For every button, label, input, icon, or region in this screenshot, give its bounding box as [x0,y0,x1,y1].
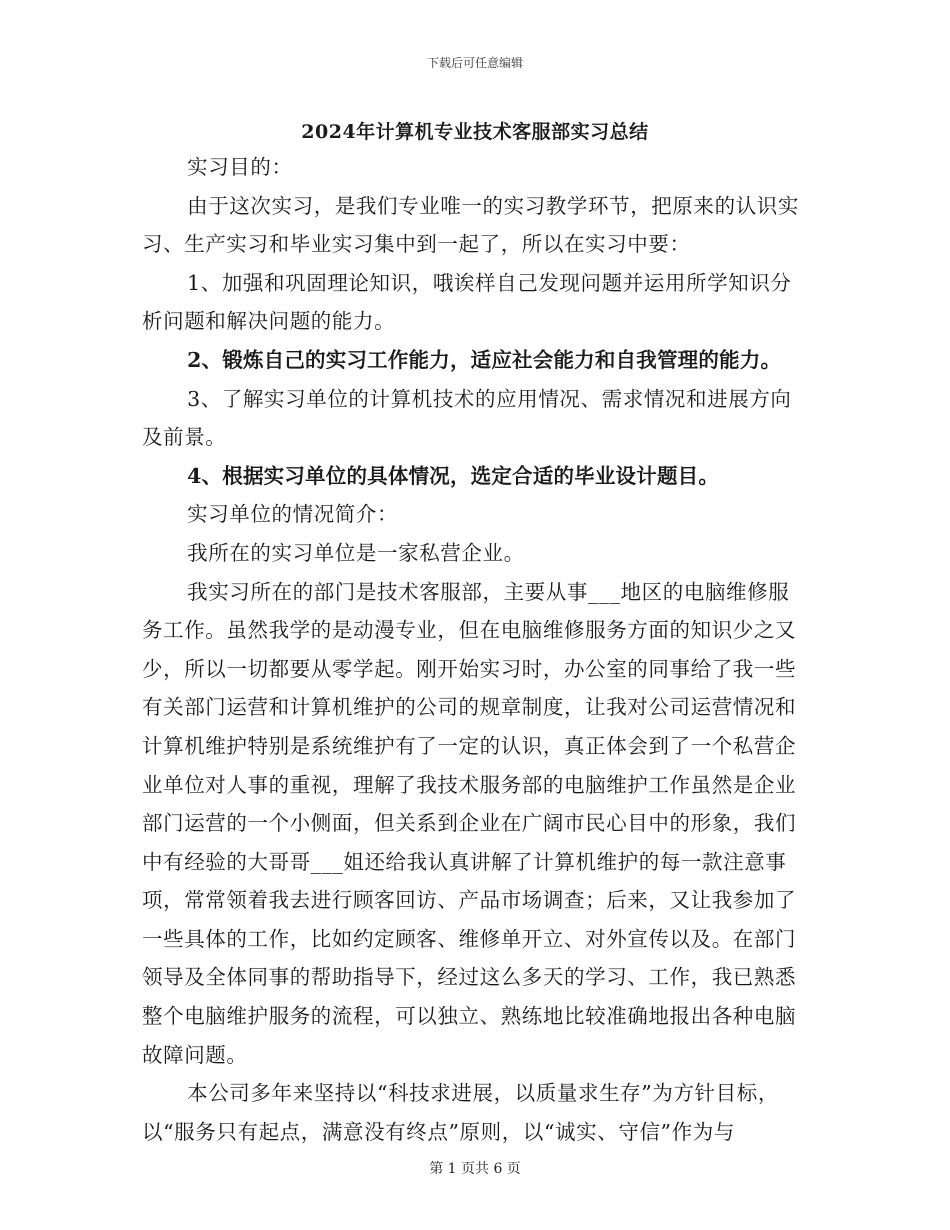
paragraph-unit-heading: 实习单位的情况简介： [187,502,399,527]
page-footer: 第 1 页共 6 页 [429,1161,521,1177]
document-body [142,148,808,1151]
page-header: 下载后可任意编辑 [426,56,523,70]
paragraph-goal-3: 3、了解实习单位的计算机技术的应用情况、需求情况和进展方向及前景。 [142,386,792,450]
paragraph-purpose-heading: 实习目的： [187,155,293,179]
paragraph-goal-2: 2、锻炼自己的实习工作能力，适应社会能力和自我管理的能力。 [187,347,782,372]
paragraph-company: 本公司多年来坚持以“科技求进展，以质量求生存”为方针目标，以“服务只有起点，满意没有终点”原则，以“诚实、守信”作为与 [142,1081,779,1144]
paragraph-goal-4: 4、根据实习单位的具体情况，选定合适的毕业设计题目。 [187,463,720,488]
paragraph-intro: 由于这次实习，是我们专业唯一的实习教学环节，把原来的认识实习、生产实习和毕业实习集中到一起了，所以在实习中要： [142,193,799,257]
paragraph-goal-1: 1、加强和巩固理论知识，哦诶样自己发现问题并运用所学知识分析问题和解决问题的能力。 [142,270,792,334]
paragraph-department: 我实习所在的部门是技术客服部，主要从事___地区的电脑维修服务工作。虽然我学的是动漫专业，但在电脑维修服务方面的知识少之又少，所以一切都要从零学起。刚开始实习时，办公室的同事给了我一些有关部门运营和计算机维护的公司的规章制度，让我对公司运营情况和计算机维护特别是系统维护有了一定的认识，真正体会到了一个私营企业单位对人事的重视，理解了我技术服务部的电脑维护工作虽然是企业部门运营的一个小侧面，但关系到企业在广阔市民心目中的形象，我们中有经验的大哥哥___姐还给我认真讲解了计算机维护的每一款注意事项，常常领着我去进行顾客回访、产品市场调查；后来，又让我参加了一些具体的工作，比如约定顾客、维修单开立、对外宣传以及。在部门领导及全体同事的帮助指导下，经过这么多天的学习、工作，我已熟悉整个电脑维护服务的流程，可以独立、熟练地比较准确地报出各种电脑故障问题。 [142,579,797,1067]
paragraph-unit-intro: 我所在的实习单位是一家私营企业。 [187,540,525,565]
document-title: 2024年计算机专业技术客服部实习总结 [301,121,649,143]
